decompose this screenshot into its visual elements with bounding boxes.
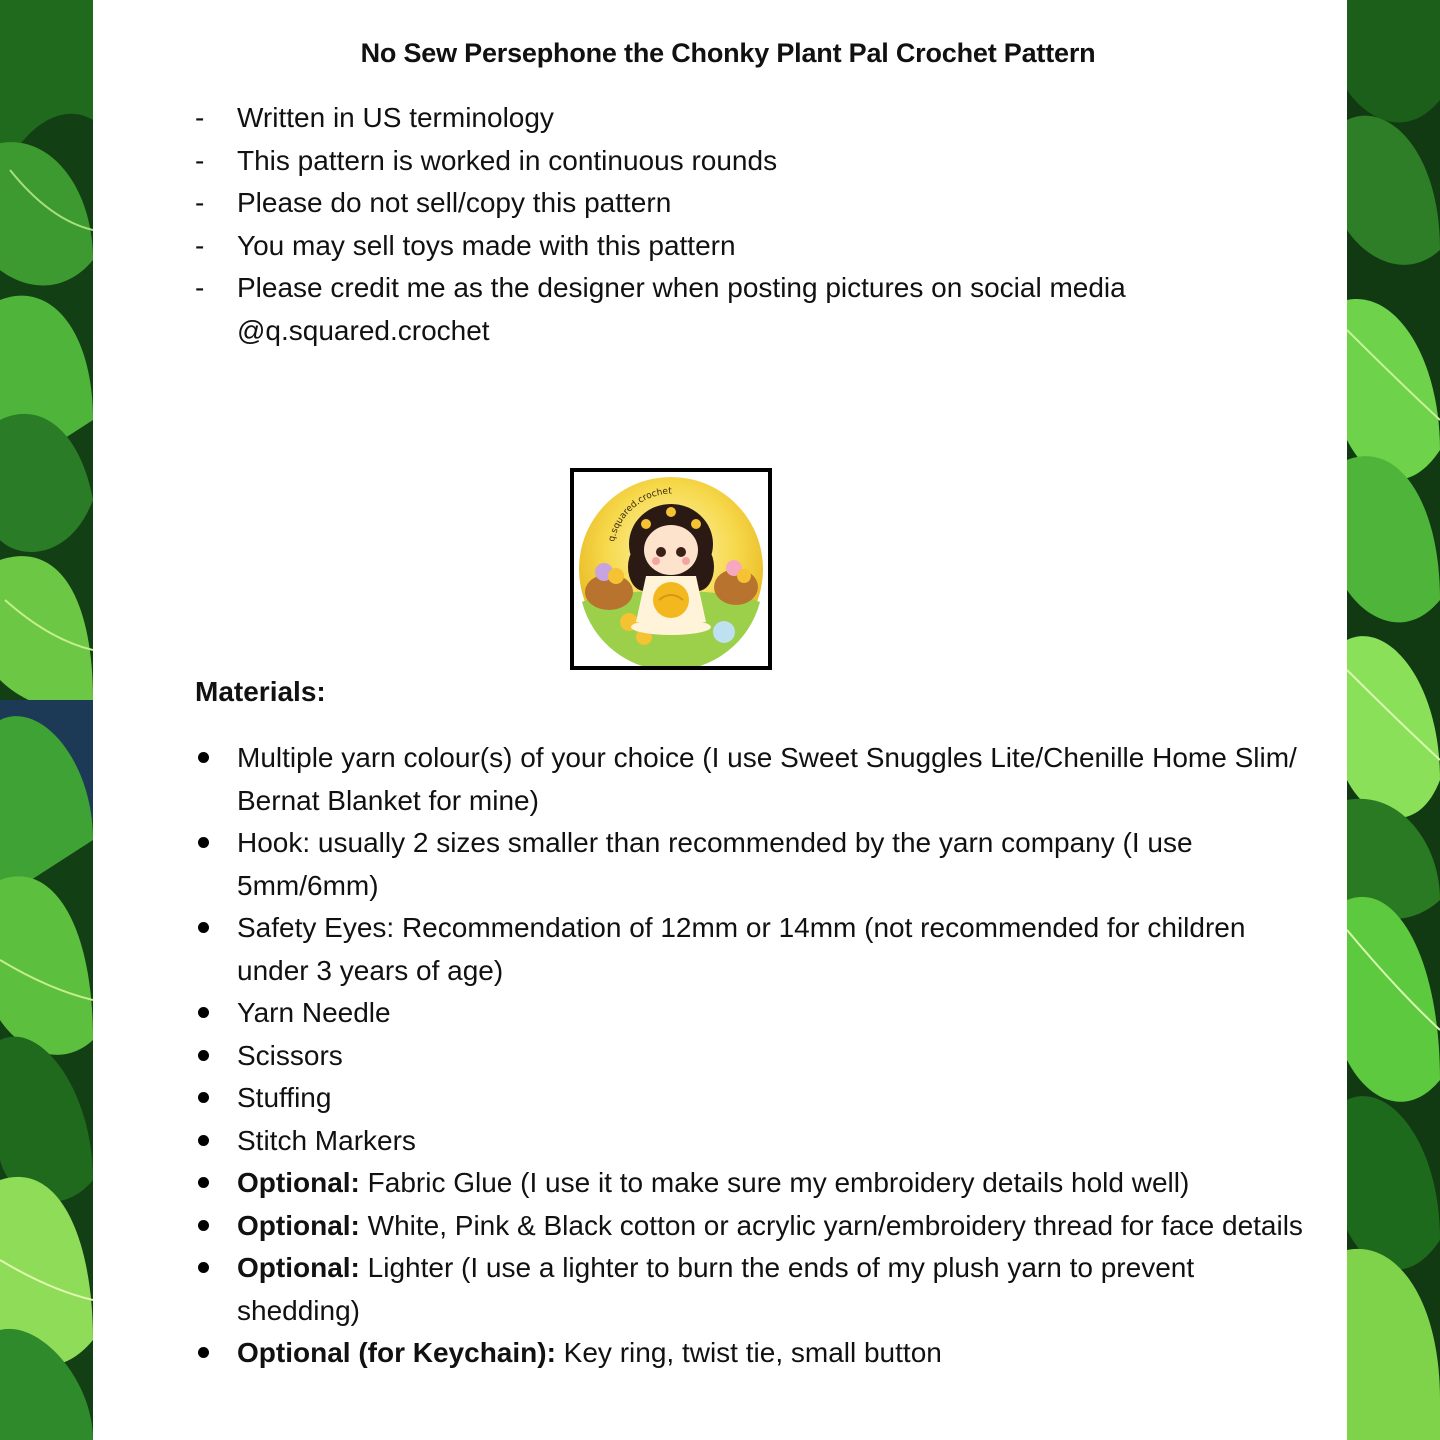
note-text: Please credit me as the designer when posting pictures on social media — [237, 272, 1126, 303]
note-text: This pattern is worked in continuous rounds — [237, 144, 778, 176]
list-item — [195, 182, 1126, 225]
note-text: You may sell toys made with this pattern — [237, 229, 736, 261]
material-prefix: Optional: — [237, 1209, 360, 1241]
materials-list — [195, 737, 1315, 1375]
list-item — [195, 1205, 1315, 1248]
bullet-icon — [198, 1135, 209, 1146]
material-text: Key ring, twist tie, small button — [555, 1337, 942, 1368]
list-item — [195, 267, 1126, 352]
bullet-icon — [198, 1007, 209, 1018]
bullet-icon — [198, 1177, 209, 1188]
material-prefix: Optional (for Keychain): — [237, 1337, 556, 1368]
background-leaves-left — [0, 0, 93, 1440]
bullet-icon — [198, 1262, 209, 1273]
dash-marker: - — [195, 187, 205, 218]
list-item — [195, 1162, 1315, 1205]
dash-marker: - — [195, 272, 205, 303]
social-handle: @q.squared.crochet — [237, 314, 490, 346]
note-text: Please do not sell/copy this pattern — [237, 187, 672, 218]
leaf-illustration-left — [0, 0, 93, 1440]
material-text: Yarn Needle — [237, 997, 391, 1028]
bullet-icon — [198, 837, 209, 848]
list-item — [195, 1332, 1315, 1375]
list-item — [195, 225, 1126, 268]
note-text: Written in US terminology — [237, 102, 554, 133]
list-item — [195, 907, 1315, 992]
list-item — [195, 737, 1315, 822]
list-item — [195, 992, 1315, 1035]
bullet-icon — [198, 1050, 209, 1061]
background-leaves-right — [1347, 0, 1440, 1440]
material-text: Hook: usually 2 sizes smaller than recommended by the yarn company (I use 5mm/6mm) — [237, 827, 1193, 901]
list-item — [195, 140, 1126, 183]
list-item — [195, 1247, 1315, 1332]
list-item — [195, 1035, 1315, 1078]
material-text: Lighter (I use a lighter to burn the ends of my plush yarn to prevent shedding) — [237, 1252, 1195, 1326]
material-text: Safety Eyes: Recommendation of 12mm or 14mm (not recommended for children under 3 years of age) — [237, 912, 1246, 986]
list-item — [195, 97, 1126, 140]
bullet-icon — [198, 752, 209, 763]
logo-text: q.squared.crochet — [607, 486, 673, 543]
material-text: Scissors — [237, 1039, 343, 1071]
list-item — [195, 1120, 1315, 1163]
bullet-icon — [198, 1347, 209, 1358]
bullet-icon — [198, 1092, 209, 1103]
material-text: Stitch Markers — [237, 1124, 416, 1156]
dash-marker: - — [195, 102, 205, 133]
logo-illustration — [574, 472, 768, 666]
list-item — [195, 1077, 1315, 1120]
material-text: White, Pink & Black cotton or acrylic yarn/embroidery thread for face details — [359, 1209, 1303, 1241]
logo-image — [570, 468, 772, 670]
material-text: Multiple yarn colour(s) of your choice (I use Sweet Snuggles Lite/Chenille Home Slim/ Bernat Blanket for mine) — [237, 742, 1297, 816]
material-text: Stuffing — [237, 1082, 332, 1113]
document-page — [93, 0, 1347, 1440]
materials-heading: Materials: — [195, 676, 326, 707]
material-text: Fabric Glue (I use it to make sure my embroidery details hold well) — [359, 1167, 1190, 1198]
notes-list — [195, 97, 1126, 352]
dash-marker: - — [195, 229, 205, 261]
leaf-illustration-right — [1347, 0, 1440, 1440]
list-item — [195, 822, 1315, 907]
material-prefix: Optional: — [237, 1167, 360, 1198]
bullet-icon — [198, 1220, 209, 1231]
bullet-icon — [198, 922, 209, 933]
material-prefix: Optional: — [237, 1252, 360, 1283]
page-title: No Sew Persephone the Chonky Plant Pal Crochet Pattern — [360, 38, 1096, 68]
dash-marker: - — [195, 144, 205, 176]
